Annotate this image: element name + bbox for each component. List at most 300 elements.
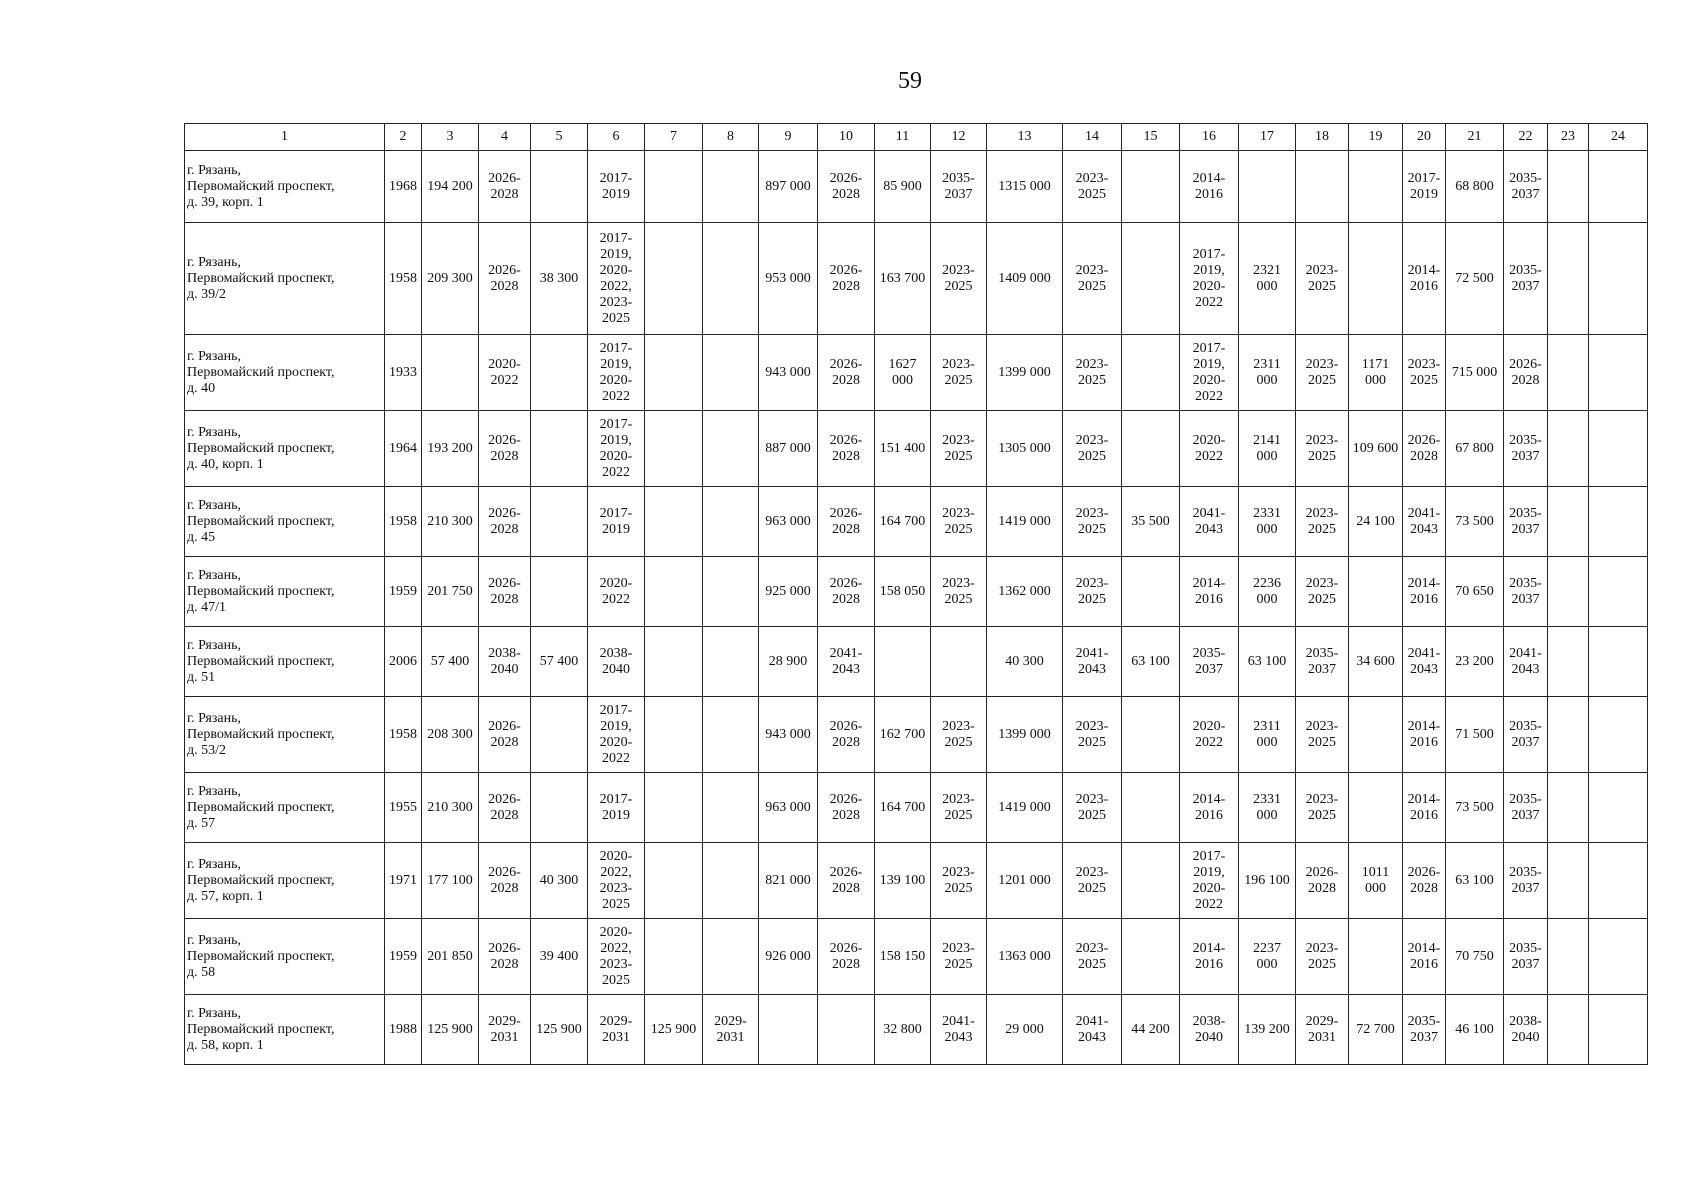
address-cell: г. Рязань, Первомайский проспект, д. 57, корп. 1 [185,843,385,919]
table-row [185,995,1648,1065]
table-cell: 2023- 2025 [1063,223,1122,335]
table-cell: 2035- 2037 [1504,487,1548,557]
address-cell: г. Рязань, Первомайский проспект, д. 51 [185,627,385,697]
table-cell [1548,223,1589,335]
table-cell: 2026- 2028 [479,773,531,843]
column-number-header: 10 [818,124,875,151]
table-cell [531,487,588,557]
table-cell: 2026- 2028 [1504,335,1548,411]
table-cell: 2014- 2016 [1403,223,1446,335]
table-cell: 67 800 [1446,411,1504,487]
column-number-header: 2 [385,124,422,151]
table-cell: 70 750 [1446,919,1504,995]
table-cell: 1363 000 [987,919,1063,995]
table-cell: 2017- 2019, 2020- 2022 [588,335,645,411]
column-number-header: 13 [987,124,1063,151]
table-cell [1589,773,1648,843]
address-cell: г. Рязань, Первомайский проспект, д. 47/1 [185,557,385,627]
table-cell: 2026- 2028 [479,557,531,627]
table-cell: 2017- 2019, 2020- 2022 [588,697,645,773]
table-row [185,411,1648,487]
address-cell: г. Рязань, Первомайский проспект, д. 45 [185,487,385,557]
table-cell [645,697,703,773]
table-cell: 2035- 2037 [931,151,987,223]
table-cell [645,843,703,919]
column-number-header: 23 [1548,124,1589,151]
table-cell: 2020- 2022, 2023- 2025 [588,919,645,995]
table-row [185,151,1648,223]
column-number-header: 4 [479,124,531,151]
table-cell: 2023- 2025 [1296,773,1349,843]
table-cell [1548,773,1589,843]
table-cell: 193 200 [422,411,479,487]
table-cell: 2035- 2037 [1504,843,1548,919]
table-cell: 1419 000 [987,487,1063,557]
table-cell [1122,773,1180,843]
table-cell [531,557,588,627]
column-number-header: 9 [759,124,818,151]
table-cell: 2026- 2028 [479,223,531,335]
table-cell: 2035- 2037 [1504,697,1548,773]
table-cell [1548,995,1589,1065]
table-cell: 925 000 [759,557,818,627]
table-cell: 2023- 2025 [931,223,987,335]
table-cell: 2041- 2043 [931,995,987,1065]
table-cell: 2038- 2040 [588,627,645,697]
table-cell: 2026- 2028 [818,411,875,487]
table-cell [1349,919,1403,995]
table-cell: 2026- 2028 [818,919,875,995]
table-cell: 2029- 2031 [588,995,645,1065]
table-cell: 2023- 2025 [1296,335,1349,411]
table-cell [703,697,759,773]
table-cell: 2023- 2025 [1063,557,1122,627]
table-cell: 2023- 2025 [931,335,987,411]
table-cell [645,773,703,843]
table-cell [1122,335,1180,411]
table-cell: 1955 [385,773,422,843]
table-cell [1589,627,1648,697]
table-cell: 2023- 2025 [1296,557,1349,627]
table-cell: 2041- 2043 [1403,627,1446,697]
table-cell [531,773,588,843]
table-cell: 2017- 2019, 2020- 2022 [1180,335,1239,411]
table-cell: 2023- 2025 [1296,697,1349,773]
table-cell: 63 100 [1239,627,1296,697]
page-number: 59 [898,68,922,94]
table-cell: 2014- 2016 [1403,919,1446,995]
table-cell: 177 100 [422,843,479,919]
table-cell: 1171 000 [1349,335,1403,411]
column-number-header: 22 [1504,124,1548,151]
table-cell [1548,919,1589,995]
table-cell: 2023- 2025 [931,697,987,773]
table-cell: 2023- 2025 [931,919,987,995]
table-cell: 2023- 2025 [1063,773,1122,843]
table-cell [1589,995,1648,1065]
table-cell: 1959 [385,919,422,995]
table-cell: 963 000 [759,487,818,557]
table-row [185,697,1648,773]
table-cell [1589,843,1648,919]
table-cell: 2023- 2025 [1063,151,1122,223]
column-number-header: 19 [1349,124,1403,151]
address-cell: г. Рязань, Первомайский проспект, д. 40, корп. 1 [185,411,385,487]
table-cell [645,411,703,487]
table-cell: 2023- 2025 [931,843,987,919]
table-cell [645,335,703,411]
table-cell: 963 000 [759,773,818,843]
table-cell: 39 400 [531,919,588,995]
table-cell: 2041- 2043 [1063,627,1122,697]
table-cell [531,335,588,411]
table-cell: 2023- 2025 [931,411,987,487]
table-cell: 125 900 [531,995,588,1065]
table-cell [759,995,818,1065]
table-cell: 2017- 2019 [588,151,645,223]
table-cell: 2026- 2028 [1296,843,1349,919]
table-cell: 2006 [385,627,422,697]
table-cell: 2020- 2022 [1180,411,1239,487]
table-cell: 73 500 [1446,773,1504,843]
table-cell: 2023- 2025 [1063,919,1122,995]
table-cell: 2035- 2037 [1504,557,1548,627]
table-cell [703,919,759,995]
repair-schedule-table [184,123,1648,1065]
table-cell: 2026- 2028 [479,487,531,557]
table-cell: 34 600 [1349,627,1403,697]
table-cell: 1419 000 [987,773,1063,843]
table-cell: 1409 000 [987,223,1063,335]
table-cell [703,627,759,697]
table-cell: 715 000 [1446,335,1504,411]
table-cell: 2026- 2028 [479,843,531,919]
table-cell [1589,411,1648,487]
column-number-header: 1 [185,124,385,151]
table-cell [1122,843,1180,919]
table-cell: 2017- 2019 [588,773,645,843]
column-number-header: 24 [1589,124,1648,151]
column-number-header: 15 [1122,124,1180,151]
table-cell [1589,335,1648,411]
column-number-header: 12 [931,124,987,151]
table-cell: 2014- 2016 [1403,773,1446,843]
table-cell [645,151,703,223]
table-cell: 2014- 2016 [1180,151,1239,223]
table-cell: 164 700 [875,487,931,557]
table-cell [703,773,759,843]
table-cell: 1964 [385,411,422,487]
table-cell [703,487,759,557]
table-cell [1548,697,1589,773]
table-cell: 32 800 [875,995,931,1065]
table-cell: 2236 000 [1239,557,1296,627]
table-cell: 164 700 [875,773,931,843]
table-cell: 1315 000 [987,151,1063,223]
table-cell: 2014- 2016 [1180,557,1239,627]
table-cell: 2026- 2028 [818,487,875,557]
table-cell: 2020- 2022, 2023- 2025 [588,843,645,919]
table-cell: 1399 000 [987,335,1063,411]
table-cell: 2026- 2028 [818,557,875,627]
table-cell: 40 300 [987,627,1063,697]
table-cell [1296,151,1349,223]
table-cell: 196 100 [1239,843,1296,919]
address-cell: г. Рязань, Первомайский проспект, д. 58 [185,919,385,995]
table-cell: 2020- 2022 [479,335,531,411]
table-cell: 2026- 2028 [818,151,875,223]
table-cell: 162 700 [875,697,931,773]
table-cell [1548,843,1589,919]
table-cell: 1627 000 [875,335,931,411]
table-cell: 2035- 2037 [1504,411,1548,487]
table-cell [1122,919,1180,995]
table-cell: 38 300 [531,223,588,335]
table-cell [1589,223,1648,335]
table-cell [422,335,479,411]
column-number-header: 3 [422,124,479,151]
table-cell: 2035- 2037 [1403,995,1446,1065]
table-cell: 2017- 2019, 2020- 2022 [1180,843,1239,919]
table-cell: 2041- 2043 [1504,627,1548,697]
table-cell: 2014- 2016 [1180,773,1239,843]
table-cell: 2035- 2037 [1504,223,1548,335]
table-cell [1239,151,1296,223]
table-cell: 1988 [385,995,422,1065]
table-cell: 72 500 [1446,223,1504,335]
table-cell: 2026- 2028 [818,843,875,919]
table-cell: 1968 [385,151,422,223]
table-cell: 2026- 2028 [818,697,875,773]
table-row [185,557,1648,627]
table-cell: 24 100 [1349,487,1403,557]
table-cell [1589,697,1648,773]
table-cell: 201 750 [422,557,479,627]
table-cell: 943 000 [759,697,818,773]
table-cell: 821 000 [759,843,818,919]
table-cell: 2014- 2016 [1180,919,1239,995]
table-cell [1589,487,1648,557]
table-cell [703,335,759,411]
table-cell: 2029- 2031 [703,995,759,1065]
table-cell: 2038- 2040 [479,627,531,697]
table-cell: 2023- 2025 [931,487,987,557]
table-cell: 943 000 [759,335,818,411]
column-number-header: 20 [1403,124,1446,151]
column-number-header: 11 [875,124,931,151]
table-cell: 2023- 2025 [1063,697,1122,773]
table-cell: 2017- 2019, 2020- 2022 [1180,223,1239,335]
table-cell [1122,557,1180,627]
table-cell: 68 800 [1446,151,1504,223]
table-cell: 2026- 2028 [479,411,531,487]
table-cell: 71 500 [1446,697,1504,773]
table-cell: 63 100 [1122,627,1180,697]
table-cell [703,843,759,919]
table-cell: 1971 [385,843,422,919]
column-number-header: 14 [1063,124,1122,151]
table-cell: 2041- 2043 [1063,995,1122,1065]
table-cell: 2035- 2037 [1296,627,1349,697]
address-cell: г. Рязань, Первомайский проспект, д. 39/2 [185,223,385,335]
column-number-header: 18 [1296,124,1349,151]
address-cell: г. Рязань, Первомайский проспект, д. 58, корп. 1 [185,995,385,1065]
table-cell: 2026- 2028 [818,223,875,335]
table-cell: 2017- 2019 [1403,151,1446,223]
table-cell: 2311 000 [1239,335,1296,411]
table-cell: 2017- 2019, 2020- 2022, 2023- 2025 [588,223,645,335]
table-cell [645,919,703,995]
table-cell: 1958 [385,223,422,335]
table-cell: 2023- 2025 [1403,335,1446,411]
table-cell: 63 100 [1446,843,1504,919]
table-cell [1548,335,1589,411]
table-cell: 2026- 2028 [1403,411,1446,487]
table-cell: 1933 [385,335,422,411]
address-cell: г. Рязань, Первомайский проспект, д. 40 [185,335,385,411]
table-cell [703,151,759,223]
table-cell: 2035- 2037 [1180,627,1239,697]
table-cell [1122,411,1180,487]
table-cell: 2020- 2022 [1180,697,1239,773]
table-cell: 139 200 [1239,995,1296,1065]
table-cell [1349,223,1403,335]
table-cell: 210 300 [422,773,479,843]
table-cell: 2014- 2016 [1403,557,1446,627]
table-cell: 125 900 [422,995,479,1065]
table-row [185,487,1648,557]
table-cell: 2023- 2025 [931,557,987,627]
table-cell: 194 200 [422,151,479,223]
table-row [185,335,1648,411]
table-cell: 2038- 2040 [1180,995,1239,1065]
table-cell [1349,773,1403,843]
table-cell: 23 200 [1446,627,1504,697]
table-cell: 1305 000 [987,411,1063,487]
table-cell: 2017- 2019 [588,487,645,557]
table-cell [1548,487,1589,557]
column-number-header: 6 [588,124,645,151]
column-number-header: 21 [1446,124,1504,151]
table-cell [645,627,703,697]
table-cell: 2311 000 [1239,697,1296,773]
column-number-header: 17 [1239,124,1296,151]
table-cell [1122,223,1180,335]
table-cell: 2017- 2019, 2020- 2022 [588,411,645,487]
table-cell: 35 500 [1122,487,1180,557]
table-cell: 2023- 2025 [931,773,987,843]
table-cell [1589,557,1648,627]
column-number-header: 16 [1180,124,1239,151]
table-cell [703,411,759,487]
table-cell: 2023- 2025 [1063,335,1122,411]
table-cell: 2026- 2028 [479,919,531,995]
table-cell: 2023- 2025 [1063,843,1122,919]
address-cell: г. Рязань, Первомайский проспект, д. 57 [185,773,385,843]
table-cell: 2023- 2025 [1296,919,1349,995]
table-cell: 1958 [385,487,422,557]
table-cell: 40 300 [531,843,588,919]
table-cell: 2035- 2037 [1504,773,1548,843]
table-cell: 209 300 [422,223,479,335]
table-cell [818,995,875,1065]
table-cell: 2331 000 [1239,487,1296,557]
table-cell [1589,919,1648,995]
table-cell: 2038- 2040 [1504,995,1548,1065]
address-cell: г. Рязань, Первомайский проспект, д. 53/2 [185,697,385,773]
table-cell: 2029- 2031 [1296,995,1349,1065]
table-cell [645,487,703,557]
table-cell [703,223,759,335]
table-cell: 57 400 [531,627,588,697]
table-cell: 2029- 2031 [479,995,531,1065]
table-cell: 2014- 2016 [1403,697,1446,773]
table-cell: 1959 [385,557,422,627]
table-cell: 201 850 [422,919,479,995]
table-row [185,223,1648,335]
table-cell: 158 150 [875,919,931,995]
table-cell: 2023- 2025 [1063,411,1122,487]
table-cell: 28 900 [759,627,818,697]
table-cell: 72 700 [1349,995,1403,1065]
table-cell: 109 600 [1349,411,1403,487]
table-cell: 2035- 2037 [1504,919,1548,995]
table-cell: 2020- 2022 [588,557,645,627]
column-number-header: 8 [703,124,759,151]
table-cell: 2041- 2043 [1180,487,1239,557]
table-cell: 1201 000 [987,843,1063,919]
table-cell: 2237 000 [1239,919,1296,995]
table-row [185,627,1648,697]
column-number-header: 7 [645,124,703,151]
table-cell: 158 050 [875,557,931,627]
table-cell: 2321 000 [1239,223,1296,335]
table-cell: 139 100 [875,843,931,919]
table-cell: 1399 000 [987,697,1063,773]
table-cell [1589,151,1648,223]
table-cell: 70 650 [1446,557,1504,627]
table-row [185,843,1648,919]
table-cell [1122,151,1180,223]
table-cell: 887 000 [759,411,818,487]
table-cell: 85 900 [875,151,931,223]
table-cell: 2331 000 [1239,773,1296,843]
table-cell [1548,411,1589,487]
table-cell: 2023- 2025 [1296,487,1349,557]
table-cell: 125 900 [645,995,703,1065]
table-cell: 2041- 2043 [818,627,875,697]
table-cell: 1958 [385,697,422,773]
table-cell [531,697,588,773]
table-cell: 210 300 [422,487,479,557]
table-cell: 73 500 [1446,487,1504,557]
table-cell: 2141 000 [1239,411,1296,487]
table-cell: 897 000 [759,151,818,223]
table-cell: 46 100 [1446,995,1504,1065]
table-cell: 2026- 2028 [479,151,531,223]
table-cell [1349,697,1403,773]
table-cell [645,223,703,335]
table-cell [1122,697,1180,773]
table-cell [531,151,588,223]
table-cell [645,557,703,627]
table-cell: 29 000 [987,995,1063,1065]
table-cell [1548,151,1589,223]
table-cell: 57 400 [422,627,479,697]
table-cell: 44 200 [1122,995,1180,1065]
table-cell [1349,151,1403,223]
table-cell: 2026- 2028 [1403,843,1446,919]
